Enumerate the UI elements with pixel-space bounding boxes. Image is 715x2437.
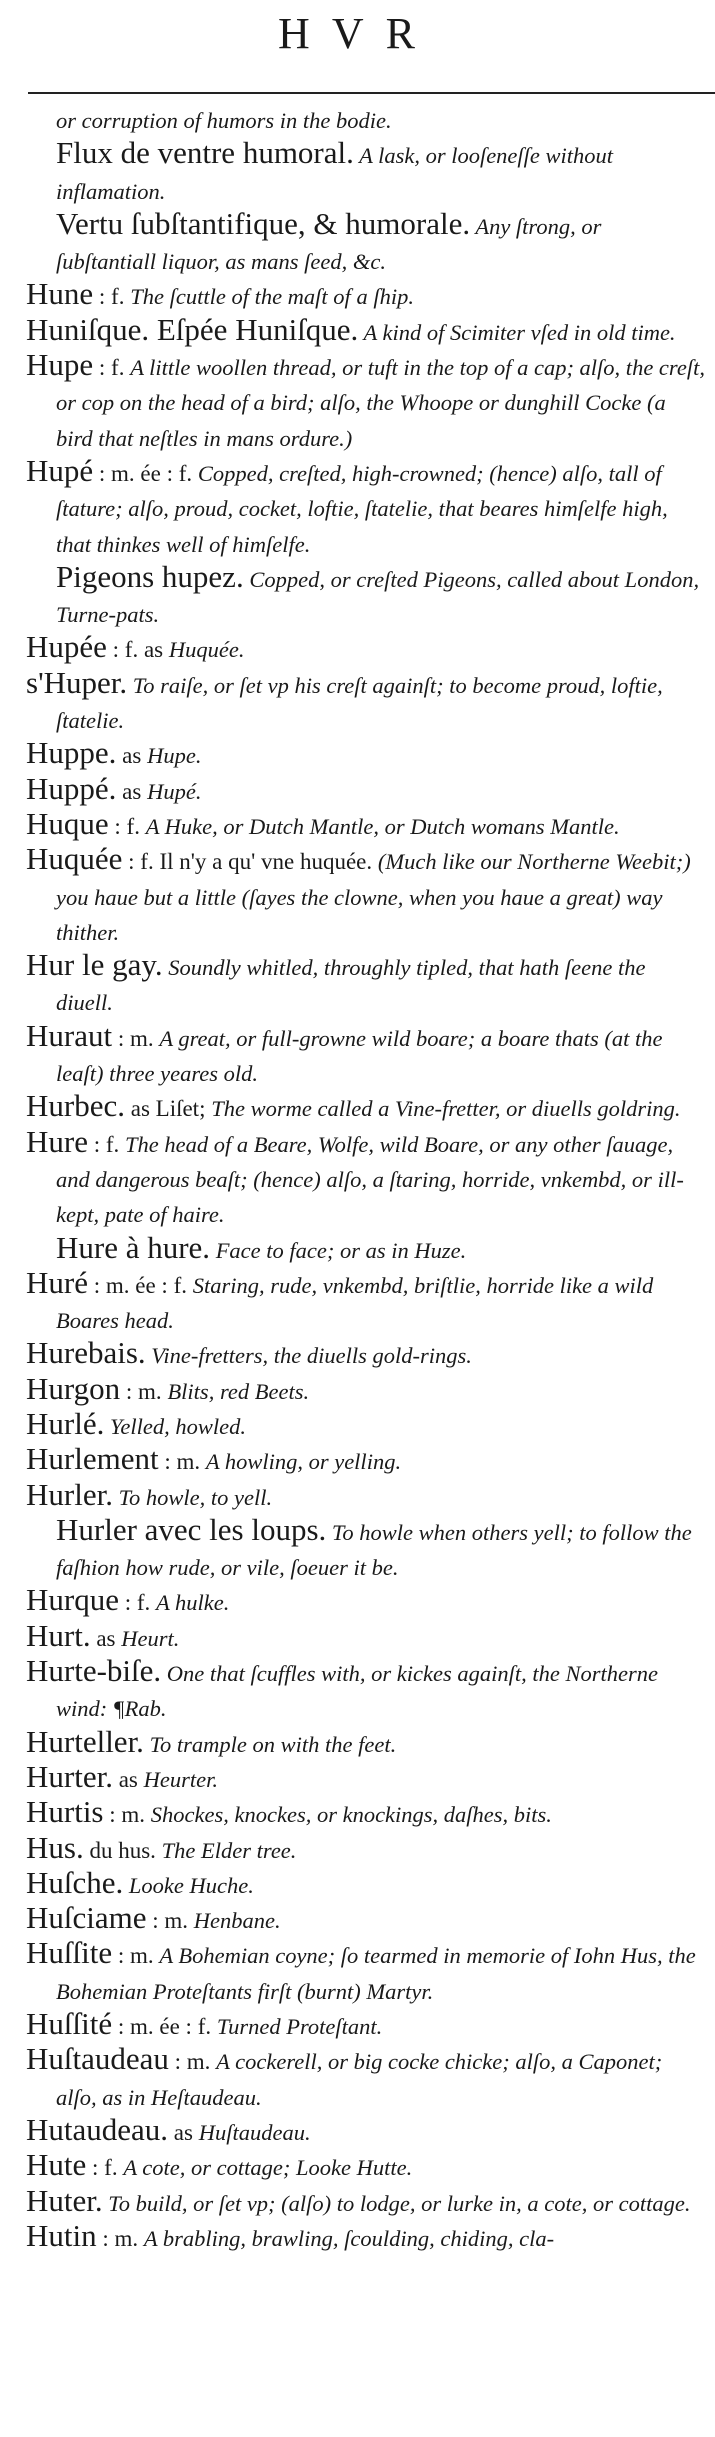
headword: Hutin: [26, 2217, 97, 2253]
grammar-note: as Liſet;: [124, 1096, 212, 1122]
headword: Hure à hure.: [56, 1229, 211, 1265]
definition: A kind of Scimiter vſed in old time.: [358, 319, 676, 345]
grammar-note: : f.: [86, 2155, 124, 2181]
grammar-note: : f. Il n'y a qu' vne huquée.: [122, 849, 378, 875]
definition: Shockes, knockes, or knockings, daſhes, bits.: [150, 1802, 552, 1828]
definition: Hupe.: [147, 743, 202, 769]
headword: Hurt.: [26, 1617, 91, 1653]
definition: A Huke, or Dutch Mantle, or Dutch womans Mantle.: [145, 813, 620, 839]
dictionary-entry: [26, 1796, 706, 1831]
headword: Hune: [26, 276, 94, 312]
headword: Hure: [26, 1123, 88, 1159]
headword: Hupé: [26, 452, 94, 488]
definition: Copped, or creſted Pigeons, called about London, Turne-pats.: [56, 566, 700, 628]
dictionary-entry: [26, 2043, 706, 2114]
dictionary-entry: [26, 1264, 706, 1338]
headword: Hurbec.: [26, 1088, 125, 1124]
dictionary-entry: [26, 1090, 706, 1125]
grammar-note: : m.: [146, 1908, 194, 1934]
headword: Hurte-biſe.: [26, 1653, 162, 1689]
grammar-note: : m.: [158, 1449, 206, 1475]
definition: or corruption of humors in the bodie.: [56, 108, 392, 133]
definition: Huquée.: [168, 637, 245, 663]
definition: The Elder tree.: [161, 1837, 297, 1863]
definition: Face to face; or as in Huze.: [210, 1237, 467, 1263]
headword: Huſtaudeau: [26, 2041, 169, 2077]
dictionary-entry: [26, 1617, 706, 1655]
grammar-note: as: [90, 1625, 122, 1651]
definition: A brabling, brawling, ſcoulding, chiding, cla-: [143, 2225, 555, 2251]
grammar-note: : m.: [96, 2225, 144, 2251]
dictionary-entry: [26, 770, 706, 808]
headword: Huque: [26, 805, 109, 841]
headword: Huniſque. Eſpée Huniſque.: [26, 311, 359, 347]
headword: Hurler.: [26, 1476, 113, 1512]
dictionary-entry: [26, 1902, 706, 1937]
headword: Huſche.: [26, 1864, 124, 1900]
grammar-note: as: [112, 1766, 144, 1792]
dictionary-entry: [26, 2182, 706, 2220]
dictionary-entry: [26, 1370, 706, 1408]
headword: Huppe.: [26, 735, 117, 771]
grammar-note: du hus.: [83, 1837, 162, 1863]
sub-entry: [26, 1229, 706, 1267]
headword: Hurebais.: [26, 1335, 146, 1371]
dictionary-entry: [26, 1829, 706, 1867]
definition: The head of a Beare, Wolfe, wild Boare, or any other ſauage, and dangerous beaſt; (hence) alſo, a ſtaring, horride, vnkembd, or ill-kept, pate of haire.: [56, 1131, 684, 1228]
headword: Huquée: [26, 841, 123, 877]
dictionary-entry: [26, 843, 706, 949]
grammar-note: as: [116, 778, 148, 804]
definition: Looke Huche.: [123, 1872, 254, 1898]
sub-entry: [26, 1511, 706, 1585]
grammar-note: : m.: [103, 1802, 151, 1828]
headword: s'Huper.: [26, 664, 128, 700]
headword: Hurler avec les loups.: [56, 1511, 327, 1547]
definition: To trample on with the feet.: [143, 1731, 397, 1757]
sub-entry: [26, 205, 706, 279]
definition: A great, or full-growne wild boare; a boare thats (at the leaſt) three yeares old.: [56, 1025, 663, 1087]
dictionary-entry: [26, 2008, 706, 2043]
grammar-note: : f. as: [106, 637, 169, 663]
headword: Hurlement: [26, 1441, 159, 1477]
sub-entry: [26, 558, 706, 632]
headword: Hurlé.: [26, 1405, 105, 1441]
grammar-note: : m. ée : f.: [87, 1272, 193, 1298]
grammar-note: : f.: [108, 813, 146, 839]
headword: Hurque: [26, 1582, 119, 1618]
dictionary-entry: [26, 1123, 706, 1232]
definition: A cote, or cottage; Looke Hutte.: [123, 2155, 413, 2181]
dictionary-entry: [26, 664, 706, 738]
headword: Huſſité: [26, 2006, 113, 2042]
headword: Hute: [26, 2147, 87, 2183]
dictionary-entry: [26, 311, 706, 349]
headword: Hutaudeau.: [26, 2111, 169, 2147]
definition: Hupé.: [147, 778, 202, 804]
headword: Flux de ventre humoral.: [56, 135, 354, 171]
grammar-note: : m.: [112, 1025, 160, 1051]
headword: Hupée: [26, 629, 107, 665]
grammar-note: as: [116, 743, 148, 769]
dictionary-entry: [26, 949, 706, 1020]
headword: Huraut: [26, 1017, 113, 1053]
grammar-note: as: [168, 2119, 199, 2145]
definition: A cockerell, or big cocke chicke; alſo, a Caponet; alſo, as in Heſtaudeau.: [56, 2049, 663, 2110]
definition: To howle, to yell.: [112, 1484, 273, 1510]
dictionary-entry: [26, 102, 706, 137]
headword: Huppé.: [26, 770, 117, 806]
definition: Henbane.: [193, 1908, 281, 1934]
page-header: HVR: [278, 9, 437, 58]
dictionary-entry: [26, 1584, 706, 1619]
dictionary-entry: [26, 1405, 706, 1443]
dictionary-entry: [26, 452, 706, 561]
dictionary-entry: [26, 805, 706, 843]
headword: Huré: [26, 1264, 88, 1300]
dictionary-entry: [26, 1864, 706, 1902]
dictionary-entry: [26, 631, 706, 666]
grammar-note: : m.: [112, 1943, 160, 1969]
definition: Blits, red Beets.: [167, 1378, 310, 1404]
grammar-note: : m.: [120, 1378, 168, 1404]
definition: A howling, or yelling.: [205, 1449, 402, 1475]
grammar-note: : m. ée : f.: [112, 2014, 217, 2040]
dictionary-entry: [26, 1758, 706, 1796]
headword: Pigeons hupez.: [56, 558, 244, 594]
definition: Turned Proteſtant.: [216, 2014, 383, 2040]
grammar-note: : f.: [118, 1590, 157, 1616]
headword: Hurtis: [26, 1794, 104, 1830]
headword: Hurteller.: [26, 1723, 144, 1759]
entry-list: [26, 102, 706, 2255]
dictionary-entry: [26, 737, 706, 772]
dictionary-entry: [26, 1476, 706, 1514]
definition: Copped, creſted, high-crowned; (hence) alſo, tall of ſtature; alſo, proud, cocket, loftie, ſtatelie, that beares himſelfe high, that thinkes well of himſelfe.: [56, 460, 668, 557]
headword: Vertu ſubſtantifique, & humorale.: [56, 205, 471, 241]
definition: One that ſcuffles with, or kickes againſt, the Northerne wind: ¶Rab.: [56, 1661, 658, 1722]
definition: Heurt.: [121, 1625, 180, 1651]
dictionary-entry: [26, 1337, 706, 1372]
headword: Hur le gay.: [26, 947, 163, 983]
sub-entry: [26, 137, 706, 208]
headword: Huſciame: [26, 1900, 147, 1936]
definition: A Bohemian coyne; ſo tearmed in memorie of Iohn Hus, the Bohemian Proteſtants firſt (burnt) Martyr.: [56, 1943, 696, 2004]
definition: A lask, or looſeneſſe without inflamation.: [56, 143, 614, 204]
definition: Heurter.: [143, 1766, 218, 1792]
grammar-note: : f.: [87, 1131, 126, 1157]
headword: Huſſite: [26, 1935, 113, 1971]
definition: Huſtaudeau.: [198, 2119, 311, 2145]
dictionary-entry: [26, 2111, 706, 2149]
dictionary-entry: [26, 1655, 706, 1726]
definition: A hulke.: [156, 1590, 230, 1616]
dictionary-entry: [26, 1017, 706, 1091]
grammar-note: : f.: [93, 284, 131, 310]
headword: Hurter.: [26, 1758, 113, 1794]
definition: Yelled, howled.: [104, 1413, 247, 1439]
headword: Hupe: [26, 347, 94, 383]
dictionary-entry: [26, 349, 706, 455]
dictionary-entry: [26, 2149, 706, 2184]
headword: Hus.: [26, 1829, 84, 1865]
definition: Staring, rude, vnkembd, briſtlie, horride like a wild Boares head.: [56, 1272, 654, 1334]
grammar-note: : m. ée : f.: [93, 460, 198, 486]
dictionary-entry: [26, 278, 706, 313]
definition: Any ſtrong, or ſubſtantiall liquor, as mans ſeed, &c.: [56, 213, 602, 275]
definition: Vine-fretters, the diuells gold-rings.: [145, 1343, 472, 1369]
definition: To howle when others yell; to follow the faſhion how rude, or vile, ſoeuer it be.: [56, 1519, 692, 1581]
definition: The ſcuttle of the maſt of a ſhip.: [130, 284, 414, 310]
headword: Hurgon: [26, 1370, 121, 1406]
definition: Soundly whitled, throughly tipled, that hath ſeene the diuell.: [56, 955, 646, 1016]
definition: (Much like our Northerne Weebit;) you haue but a little (ſayes the clowne, when you haue a great) way thither.: [56, 849, 691, 945]
definition: To raiſe, or ſet vp his creſt againſt; to become proud, loftie, ſtatelie.: [56, 672, 663, 734]
definition: The worme called a Vine-fretter, or diuells goldring.: [211, 1096, 681, 1122]
dictionary-entry: [26, 1723, 706, 1761]
headword: Huter.: [26, 2182, 103, 2218]
dictionary-entry: [26, 2217, 706, 2255]
dictionary-entry: [26, 1937, 706, 2008]
grammar-note: : m.: [168, 2049, 217, 2075]
definition: A little woollen thread, or tuft in the top of a cap; alſo, the creſt, or cop on the head of a bird; alſo, the Whoope or dunghill Cocke (a bird that neſtles in mans ordure.): [56, 355, 705, 451]
grammar-note: : f.: [93, 355, 131, 381]
header-rule: [28, 92, 715, 94]
definition: To build, or ſet vp; (alſo) to lodge, or lurke in, a cote, or cottage.: [102, 2190, 691, 2216]
dictionary-entry: [26, 1443, 706, 1478]
